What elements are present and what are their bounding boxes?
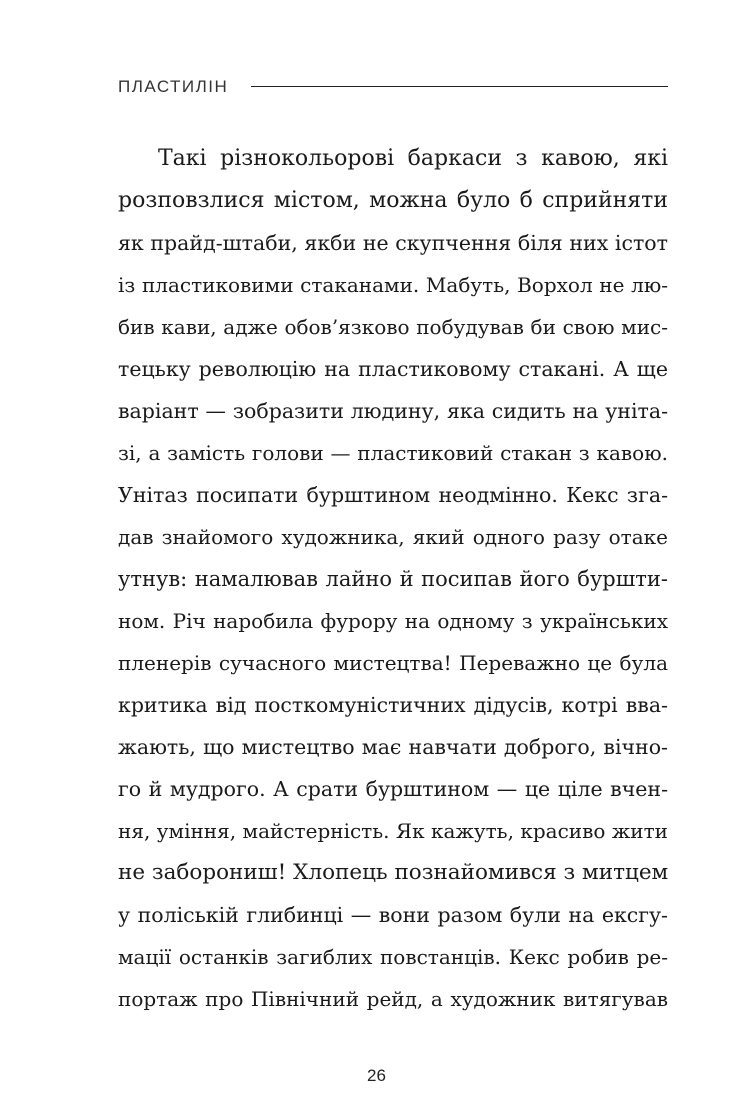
running-header [118, 74, 668, 100]
text-line: не заборониш! Хлопець познайомився з митцем [118, 860, 669, 885]
text-line: дав знайомого художника, який одного разу отаке [118, 525, 668, 549]
header-rule [251, 86, 668, 87]
text-line: ном. Річ наробила фурору на одному з українських [118, 609, 668, 633]
text-line: портаж про Північний рейд, а художник витягував [118, 987, 668, 1011]
text-line: із пластиковими стаканами. Мабуть, Ворхол не лю- [118, 273, 668, 297]
running-title: ПЛАСТИЛІН [118, 77, 229, 96]
text-line: го й мудрого. А срати бурштином — це ціле вчен- [118, 777, 668, 801]
text-line: як прайд-штаби, якби не скупчення біля них істот [118, 231, 668, 255]
text-line: розповзлися містом, можна було б сприйняти [118, 188, 668, 213]
text-line: Такі різнокольорові баркаси з кавою, які [158, 146, 668, 171]
text-line: пленерів сучасного мистецтва! Переважно це була [118, 651, 668, 675]
text-line: варіант — зобразити людину, яка сидить на уніта- [118, 399, 668, 423]
text-line: зі, а замість голови — пластиковий стакан з кавою. [118, 441, 668, 465]
text-line: Унітаз посипати бурштином неодмінно. Кекс зга- [118, 483, 668, 507]
page-number: 26 [367, 1066, 386, 1085]
text-line: мації останків загиблих повстанців. Кекс робив ре- [118, 945, 668, 969]
text-line: у поліській глибинці — вони разом були на ексгу- [118, 903, 668, 927]
text-line: утнув: намалював лайно й посипав його буршти- [118, 567, 668, 591]
text-line: тецьку революцію на пластиковому стакані. А ще [118, 357, 668, 381]
text-line: жають, що мистецтво має навчати доброго, вічно- [118, 735, 668, 759]
body-text [118, 138, 668, 1020]
text-line: бив кави, адже обов’язково побудував би свою мис- [118, 315, 668, 339]
text-line: критика від посткомуністичних дідусів, котрі вва- [118, 693, 668, 717]
text-line: ня, уміння, майстерність. Як кажуть, красиво жити [118, 819, 668, 843]
